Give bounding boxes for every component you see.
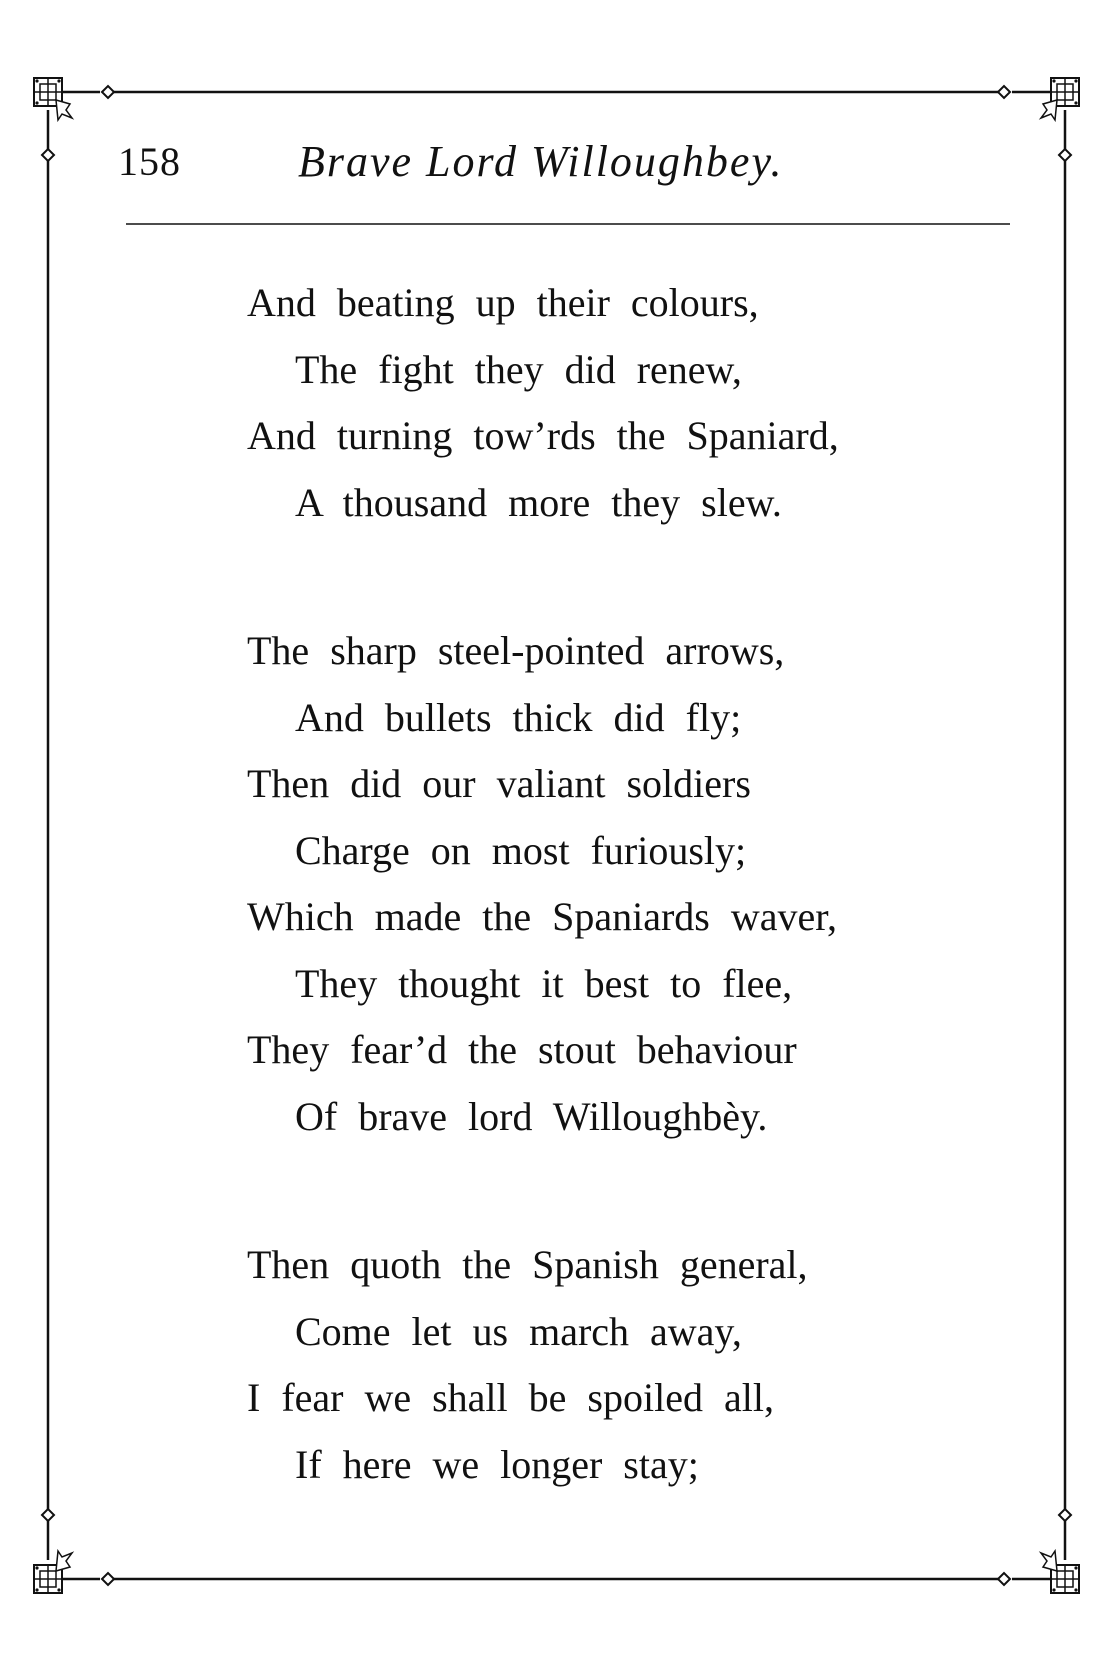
diamond-ornament-icon [42, 149, 54, 161]
verse-line: They fear’d the stout behaviour [247, 1027, 797, 1072]
verse-line: And bullets thick did fly; [295, 694, 742, 740]
verse-line: The sharp steel-pointed arrows, [247, 628, 785, 673]
stanza [247, 618, 967, 1150]
verse-line: And beating up their colours, [247, 280, 759, 325]
verse-line: If here we longer stay; [295, 1441, 699, 1487]
diamond-ornament-icon [102, 1573, 114, 1585]
verse-line: Charge on most furiously; [295, 827, 747, 873]
verse-line: I fear we shall be spoiled all, [247, 1375, 774, 1420]
verse-line: They thought it best to flee, [295, 960, 793, 1006]
verse-line: The fight they did renew, [295, 346, 742, 392]
cross-knot-ornament-icon [1041, 1551, 1079, 1593]
diamond-ornament-icon [102, 86, 114, 98]
cross-knot-ornament-icon [34, 78, 72, 120]
verse-line: And turning tow’rds the Spaniard, [247, 413, 839, 458]
diamond-ornament-icon [998, 1573, 1010, 1585]
verse-line: Then did our valiant soldiers [247, 761, 751, 806]
diamond-ornament-icon [42, 1509, 54, 1521]
verse-line: Then quoth the Spanish general, [247, 1242, 808, 1287]
cross-knot-ornament-icon [1041, 78, 1079, 120]
diamond-ornament-icon [1059, 149, 1071, 161]
running-title: Brave Lord Willoughbey. [298, 137, 784, 186]
cross-knot-ornament-icon [34, 1551, 72, 1593]
diamond-ornament-icon [1059, 1509, 1071, 1521]
verse-line: Come let us march away, [295, 1308, 742, 1354]
page-number: 158 [118, 139, 181, 184]
poem [247, 270, 967, 1498]
stanza [247, 270, 967, 536]
verse-line: Of brave lord Willoughbèy. [295, 1093, 768, 1139]
diamond-ornament-icon [998, 86, 1010, 98]
verse-line: A thousand more they slew. [295, 479, 782, 525]
stanza [247, 1232, 967, 1498]
verse-line: Which made the Spaniards waver, [247, 894, 837, 939]
